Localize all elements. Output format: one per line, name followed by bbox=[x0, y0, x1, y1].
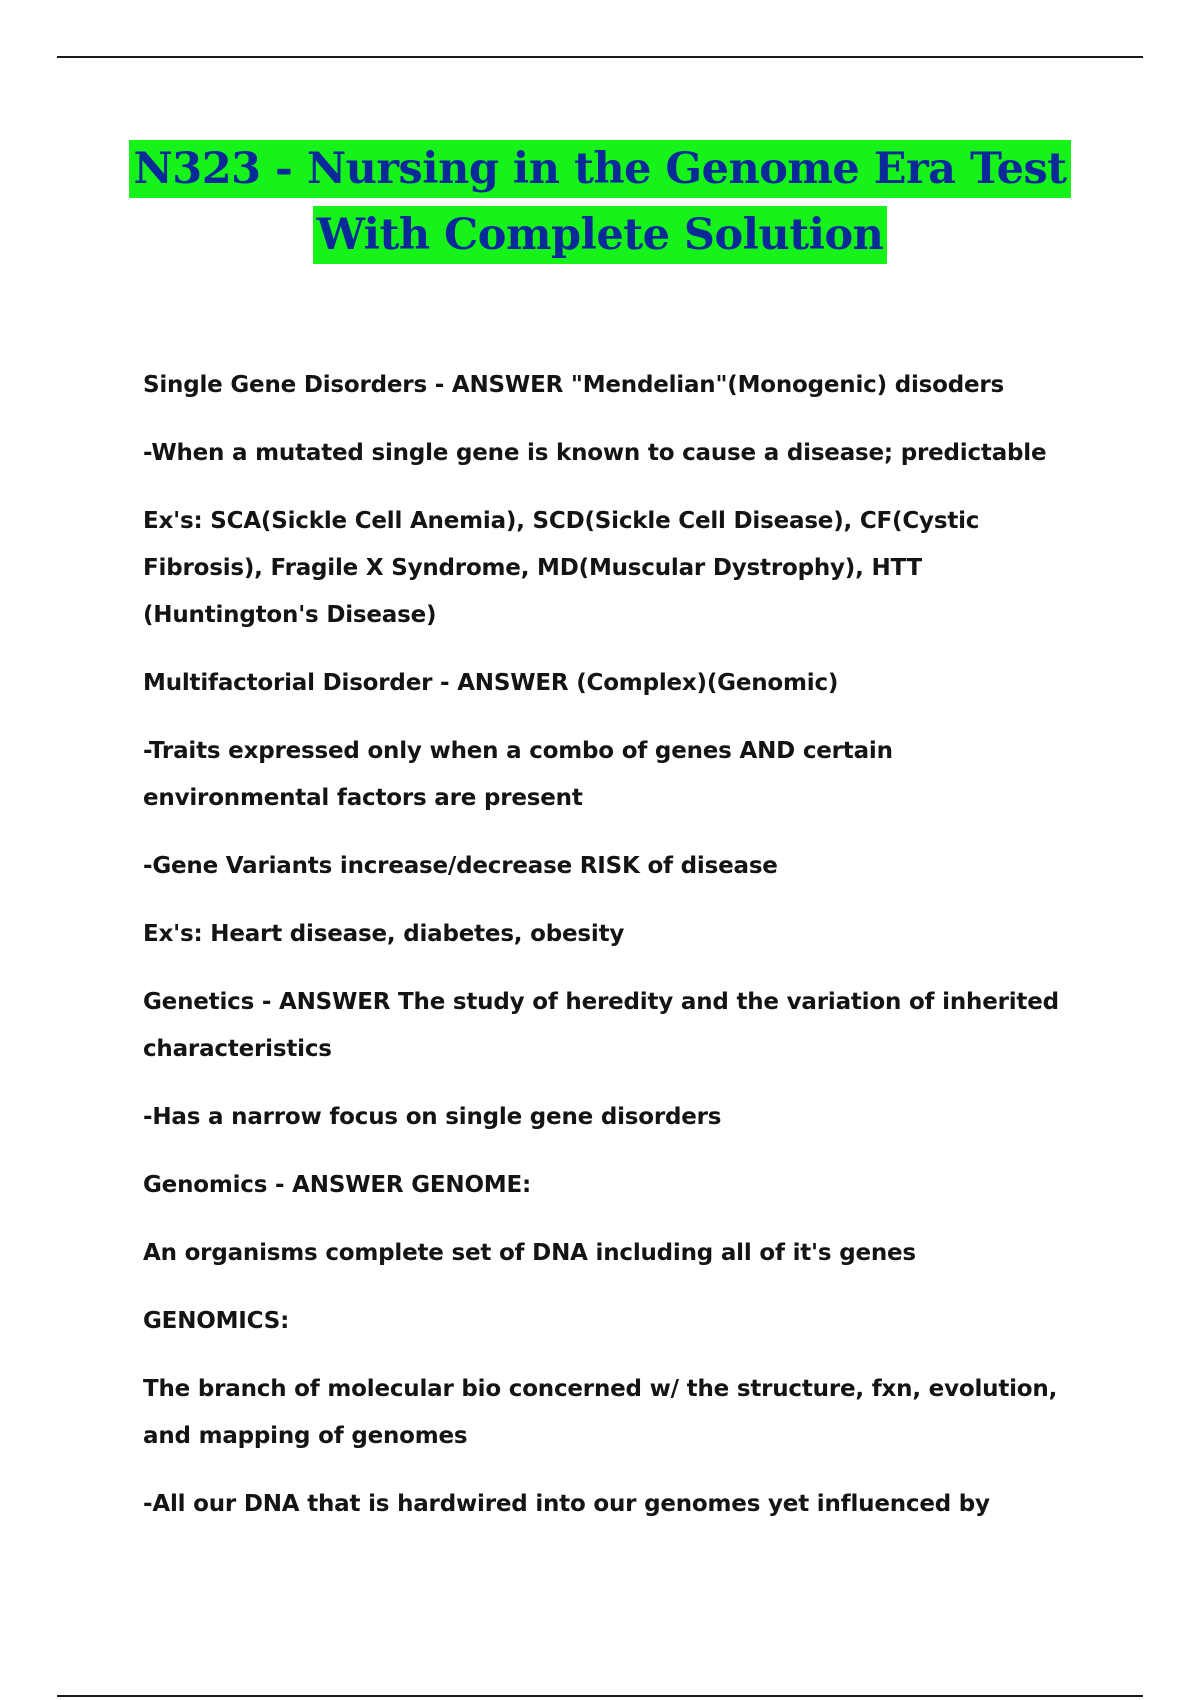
paragraph: Single Gene Disorders - ANSWER "Mendelian"(Monogenic) disoders bbox=[143, 372, 1005, 398]
document-title bbox=[0, 140, 1200, 264]
title-line-1: N323 - Nursing in the Genome Era Test bbox=[129, 140, 1070, 198]
bottom-rule bbox=[57, 1695, 1143, 1697]
paragraph: Genetics - ANSWER The study of heredity and the variation of inherited characteristics bbox=[143, 989, 1059, 1062]
paragraph: Ex's: Heart disease, diabetes, obesity bbox=[143, 921, 625, 947]
title-line-2: With Complete Solution bbox=[313, 206, 888, 264]
paragraph: -When a mutated single gene is known to cause a disease; predictable bbox=[143, 440, 1047, 466]
top-rule bbox=[57, 56, 1143, 58]
paragraph: Genomics - ANSWER GENOME: bbox=[143, 1172, 531, 1198]
paragraph: Multifactorial Disorder - ANSWER (Complex)(Genomic) bbox=[143, 670, 839, 696]
paragraph: -All our DNA that is hardwired into our genomes yet influenced by bbox=[143, 1491, 990, 1517]
paragraph: -Traits expressed only when a combo of genes AND certain environmental factors are present bbox=[143, 738, 893, 811]
paragraph: -Gene Variants increase/decrease RISK of disease bbox=[143, 853, 778, 879]
paragraph: GENOMICS: bbox=[143, 1308, 290, 1334]
paragraph: The branch of molecular bio concerned w/ the structure, fxn, evolution, and mapping of genomes bbox=[143, 1376, 1058, 1449]
paragraph: Ex's: SCA(Sickle Cell Anemia), SCD(Sickle Cell Disease), CF(Cystic Fibrosis), Fragile X Syndrome, MD(Muscular Dystrophy), HTT (Huntington's Disease) bbox=[143, 508, 980, 628]
paragraph: An organisms complete set of DNA including all of it's genes bbox=[143, 1240, 916, 1266]
paragraph: -Has a narrow focus on single gene disorders bbox=[143, 1104, 722, 1130]
document-body bbox=[143, 362, 1083, 1549]
